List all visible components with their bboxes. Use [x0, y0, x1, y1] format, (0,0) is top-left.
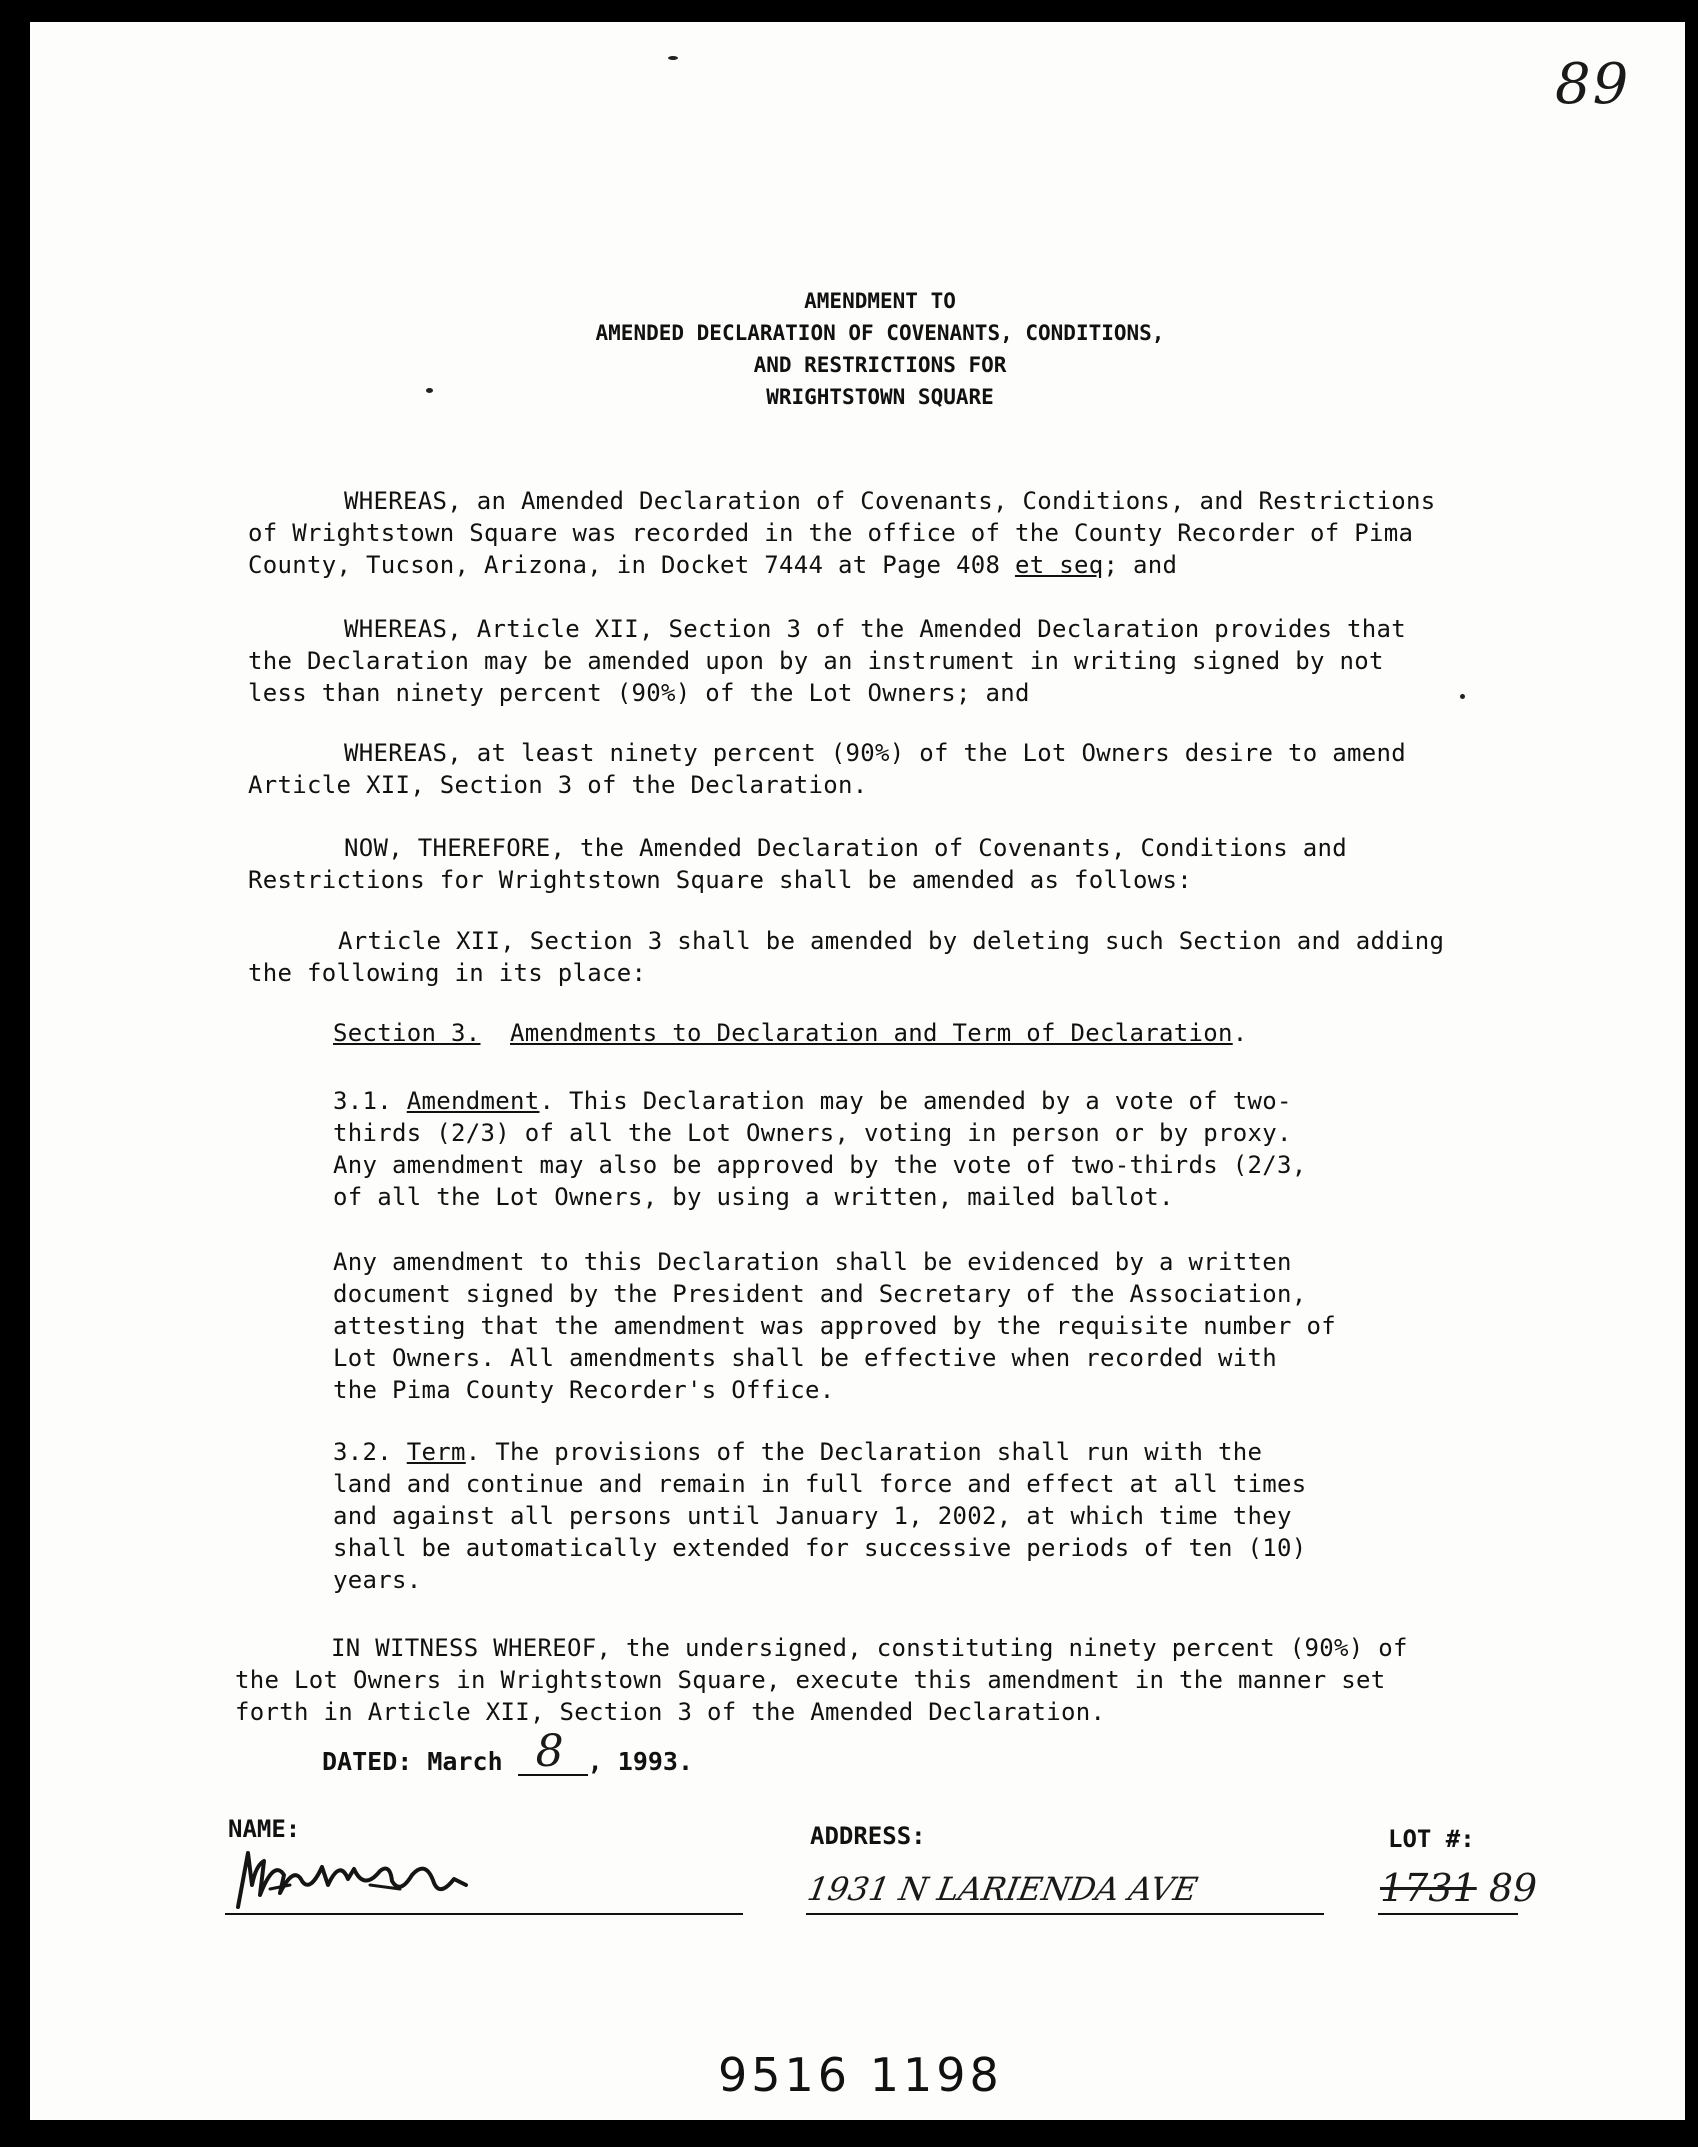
text-line: land and continue and remain in full force and effect at all times: [333, 1470, 1307, 1498]
text-line: WHEREAS, an Amended Declaration of Covenants, Conditions, and Restrictions: [344, 487, 1436, 515]
text-line: WHEREAS, Article XII, Section 3 of the Amended Declaration provides that: [344, 615, 1406, 643]
text-line: NOW, THEREFORE, the Amended Declaration of Covenants, Conditions and: [344, 834, 1347, 862]
scan-speck: [668, 56, 678, 60]
text-line: the following in its place:: [248, 959, 647, 987]
now-therefore-paragraph: [248, 832, 1347, 896]
text-line: and against all persons until January 1, 2002, at which time they: [333, 1502, 1292, 1530]
text-line: less than ninety percent (90%) of the Lot Owners; and: [248, 679, 1030, 707]
scan-speck: [1460, 694, 1465, 699]
term-term: Term: [406, 1438, 466, 1466]
text-line: the Pima County Recorder's Office.: [333, 1376, 835, 1404]
text-line: shall be automatically extended for successive periods of ten (10): [333, 1534, 1307, 1562]
title-line: AND RESTRICTIONS FOR: [753, 353, 1007, 377]
whereas-paragraph-1: [248, 485, 1435, 581]
text-line: of Wrightstown Square was recorded in the office of the County Recorder of Pima: [248, 519, 1414, 547]
amendment-term: Amendment: [406, 1087, 540, 1115]
text-line: Any amendment to this Declaration shall be evidenced by a written: [333, 1248, 1292, 1276]
title-line: AMENDED DECLARATION OF COVENANTS, CONDITIONS,: [595, 321, 1165, 345]
address-label: ADDRESS:: [810, 1822, 926, 1850]
title-line: WRIGHTSTOWN SQUARE: [766, 385, 994, 409]
text-line: attesting that the amendment was approved by the requisite number of: [333, 1312, 1336, 1340]
handwritten-lot-number: [1380, 1866, 1537, 1910]
text-line: years.: [333, 1566, 422, 1594]
text-line: 3.2. Term. The provisions of the Declaration shall run with the: [333, 1438, 1263, 1466]
lot-number-value: 89: [1488, 1866, 1538, 1910]
whereas-paragraph-3: [248, 737, 1406, 801]
address-signature-line: [806, 1913, 1324, 1915]
date-day-blank: 8: [518, 1748, 588, 1776]
text-line: IN WITNESS WHEREOF, the undersigned, constituting ninety percent (90%) of: [331, 1634, 1408, 1662]
text-line: WHEREAS, at least ninety percent (90%) of the Lot Owners desire to amend: [344, 739, 1406, 767]
handwritten-signature: [230, 1845, 520, 1915]
lot-signature-line: [1378, 1913, 1518, 1915]
handwritten-address: 1931 N LARIENDA AVE: [804, 1870, 1201, 1908]
text-line: document signed by the President and Secretary of the Association,: [333, 1280, 1307, 1308]
text-line: Article XII, Section 3 shall be amended by deleting such Section and adding: [338, 927, 1445, 955]
article-paragraph: [248, 925, 1444, 989]
name-signature-line: [225, 1913, 743, 1915]
document-title: [260, 285, 1500, 413]
dated-line: DATED: March 8 , 1993.: [322, 1726, 694, 1777]
text-line: County, Tucson, Arizona, in Docket 7444 at Page 408 et seq; and: [248, 551, 1178, 579]
text-line: Lot Owners. All amendments shall be effective when recorded with: [333, 1344, 1277, 1372]
text-line: Any amendment may also be approved by the vote of two-thirds (2/3,: [333, 1151, 1307, 1179]
text-line: the Declaration may be amended upon by an instrument in writing signed by not: [248, 647, 1384, 675]
text-line: forth in Article XII, Section 3 of the Amended Declaration.: [235, 1698, 1106, 1726]
title-line: AMENDMENT TO: [804, 289, 956, 313]
handwritten-page-number: 89: [1555, 52, 1631, 117]
any-amendment-paragraph: [333, 1246, 1336, 1406]
name-label: NAME:: [228, 1815, 301, 1843]
section-3-1-paragraph: [333, 1085, 1306, 1213]
text-line: thirds (2/3) of all the Lot Owners, voting in person or by proxy.: [333, 1119, 1292, 1147]
text-line: Article XII, Section 3 of the Declaration.: [248, 771, 868, 799]
section-3-2-paragraph: [333, 1436, 1306, 1596]
document-stamp-number: 9516 1198: [718, 2048, 1003, 2102]
text-line: the Lot Owners in Wrightstown Square, execute this amendment in the manner set: [235, 1666, 1386, 1694]
witness-paragraph: [235, 1632, 1408, 1728]
text-line: Restrictions for Wrightstown Square shall be amended as follows:: [248, 866, 1192, 894]
text-line: 3.1. Amendment. This Declaration may be amended by a vote of two-: [333, 1087, 1292, 1115]
et-seq: et seq: [1014, 551, 1104, 579]
lot-label: LOT #:: [1388, 1825, 1475, 1853]
section-3-heading: Section 3. Amendments to Declaration and Term of Declaration.: [333, 1019, 1248, 1047]
struck-lot-number: 1731: [1380, 1866, 1477, 1910]
scan-speck: [426, 388, 433, 393]
whereas-paragraph-2: [248, 613, 1406, 709]
text-line: of all the Lot Owners, by using a written, mailed ballot.: [333, 1183, 1174, 1211]
